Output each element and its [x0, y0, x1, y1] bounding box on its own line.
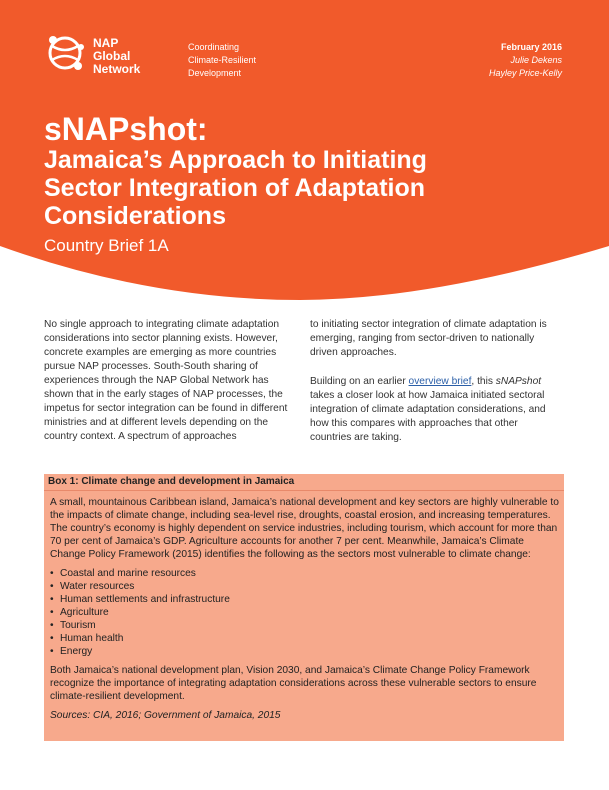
intro-paragraph	[310, 375, 561, 445]
brand-line: NAP	[93, 36, 119, 50]
sector-item: • Agriculture	[50, 606, 560, 619]
publication-meta	[489, 41, 562, 80]
text-run: , this	[471, 376, 496, 387]
intro-paragraph: to initiating sector integration of climate adaptation is emerging, ranging from sector-driven to nationally driven approaches.	[310, 319, 547, 358]
brand-line: Global	[93, 49, 131, 63]
sector-item: • Coastal and marine resources	[50, 567, 560, 580]
box-title: Box 1: Climate change and development in Jamaica	[48, 476, 295, 487]
tagline-line: Coordinating	[188, 42, 240, 52]
brand-line: Network	[93, 62, 141, 76]
sector-item: • Energy	[50, 645, 560, 658]
intro-paragraph: No single approach to integrating climate adaptation considerations into sector planning exists. However, concrete examples are emerging as more countries pursue NAP processes. South-South sharing of experiences through the NAP Global Network has shown that in the early stages of NAP processes, the impetus for sector integration can be found in different ministries and at different levels depending on the country context. A spectrum of approaches	[44, 319, 288, 442]
snapshot-label: sNAPshot:	[44, 111, 208, 147]
sector-item: • Human settlements and infrastructure	[50, 593, 560, 606]
box-sources: Sources: CIA, 2016; Government of Jamaica, 2015	[50, 710, 281, 721]
overview-brief-link[interactable]: overview brief	[408, 376, 472, 387]
intro-left-column	[44, 318, 295, 444]
box-body	[50, 496, 560, 722]
snapshot-italic: sNAPshot	[495, 376, 542, 387]
title-line: Sector Integration of Adaptation	[44, 174, 426, 202]
publication-date: February 2016	[500, 42, 562, 52]
title-line: Considerations	[44, 202, 226, 230]
header-banner	[0, 0, 609, 300]
box-paragraph: Both Jamaica’s national development plan, Vision 2030, and Jamaica’s Climate Change Policy Framework recognize the importance of integrating adaptation considerations across these vulnerable sectors to ensure climate-resilient development.	[50, 665, 537, 702]
tagline-line: Climate-Resilient	[188, 55, 257, 65]
page-title	[44, 146, 564, 230]
tagline	[188, 41, 256, 80]
text-run: takes a closer look at how Jamaica initiated sectoral integration of climate adaptation considerations, and how this compares with approaches that other countries are taking.	[310, 390, 546, 443]
sector-list	[50, 567, 560, 658]
page-subtitle: Country Brief 1A	[44, 236, 169, 255]
box-divider	[44, 490, 564, 491]
title-line: Jamaica’s Approach to Initiating	[44, 146, 427, 174]
nap-globe-logo-icon	[44, 32, 86, 74]
sector-item: • Tourism	[50, 619, 560, 632]
text-run: Building on an earlier	[310, 376, 409, 387]
climate-box	[44, 474, 564, 741]
intro-right-column	[310, 318, 561, 445]
author-name: Julie Dekens	[510, 55, 562, 65]
sector-item: • Water resources	[50, 580, 560, 593]
tagline-line: Development	[188, 68, 242, 78]
box-paragraph: A small, mountainous Caribbean island, Jamaica’s national development and key sectors are highly vulnerable to the impacts of climate change, including sea-level rise, droughts, coastal erosion, and increasing temperatures. The country’s economy is highly dependent on service industries, including tourism, which account for more than 70 per cent of Jamaica’s GDP. Agriculture accounts for another 7 per cent. Meanwhile, Jamaica’s Climate Change Policy Framework (2015) identifies the following as the sectors most vulnerable to climate change:	[50, 497, 559, 560]
author-name: Hayley Price-Kelly	[488, 68, 562, 78]
brand-name	[93, 37, 140, 76]
sector-item: • Human health	[50, 632, 560, 645]
